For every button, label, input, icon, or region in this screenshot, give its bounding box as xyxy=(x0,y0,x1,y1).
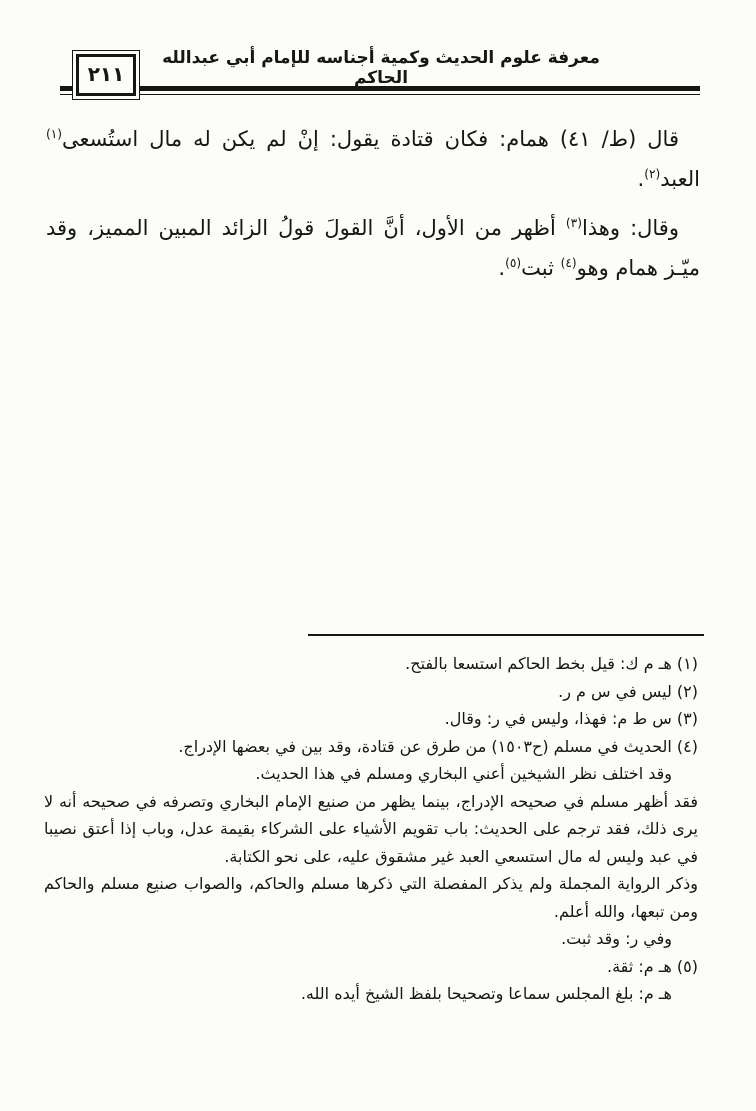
footnote-line: (١) هـ م ك: قيل بخط الحاكم استسعا بالفتح. xyxy=(405,654,698,673)
footnote-line: (٥) هـ م: ثقة. xyxy=(607,956,698,976)
page-number: ٢١١ xyxy=(87,62,125,86)
footnote-line: وذكر الرواية المجملة ولم يذكر المفصلة التي ذكرها مسلم والحاكم، والصواب صنيع مسلم والحاكم ومن تبعها، والله أعلم. xyxy=(44,874,698,921)
footnote-line: وقد اختلف نظر الشيخين أعني البخاري ومسلم في هذا الحديث. xyxy=(255,764,672,784)
footnote-marker: (٤) xyxy=(560,255,577,270)
footnote-line: وفي ر: وقد ثبت. xyxy=(561,929,672,949)
footnote-line: (٤) الحديث في مسلم (ح١٥٠٣) من طرق عن قتادة، وقد بين في بعضها الإدراج. xyxy=(178,736,698,756)
footnote-marker: (٢) xyxy=(644,166,661,181)
footnote-line: هـ م: بلغ المجلس سماعا وتصحيحا بلفظ الشيخ أيده الله. xyxy=(300,984,672,1004)
body-paragraph: قال (ط/ ٤١) همام: فكان قتادة يقول: إنْ لم يكن له مال استُسعى$^{(١)}$ العبد$^{(٢)}$. xyxy=(46,127,700,191)
footnote-marker: (٥) xyxy=(505,255,522,270)
book-title: معرفة علوم الحديث وكمية أجناسه للإمام أبي عبدالله الحاكم xyxy=(162,48,600,88)
main-text-block xyxy=(46,120,700,298)
footnote-marker: (٣) xyxy=(565,215,582,230)
footnote-line: فقد أظهر مسلم في صحيحه الإدراج، بينما يظهر من صنيع الإمام البخاري وتصرفه في صحيحه أنه لا يرى ذلك، فقد ترجم على الحديث: باب تقويم الأشياء على الشركاء بقيمة عدل، وباب إذا أعتق نصيبا في عبد وليس له مال استسعي العبد غير مشقوق عليه، على نحو الكتابة. xyxy=(44,791,698,866)
footnote-marker: (١) xyxy=(46,127,63,141)
footnote-separator-rule xyxy=(308,634,704,636)
footnote-line: (٣) س ط م: فهذا، وليس في ر: وقال. xyxy=(444,709,698,729)
footnote-line: (٢) ليس في س م ر. xyxy=(558,681,698,701)
page-number-ornament xyxy=(72,50,140,100)
body-paragraph: وقال: وهذا$^{(٣)}$ أظهر من الأول، أنَّ القولَ قولُ الزائد المبين المميز، وقد ميّـز همام وهو$^{(٤)}$ ثبت$^{(٥)}$. xyxy=(46,215,700,280)
page-number-frame xyxy=(76,54,136,96)
footnotes-block xyxy=(44,650,698,1008)
header-double-rule xyxy=(60,86,700,95)
